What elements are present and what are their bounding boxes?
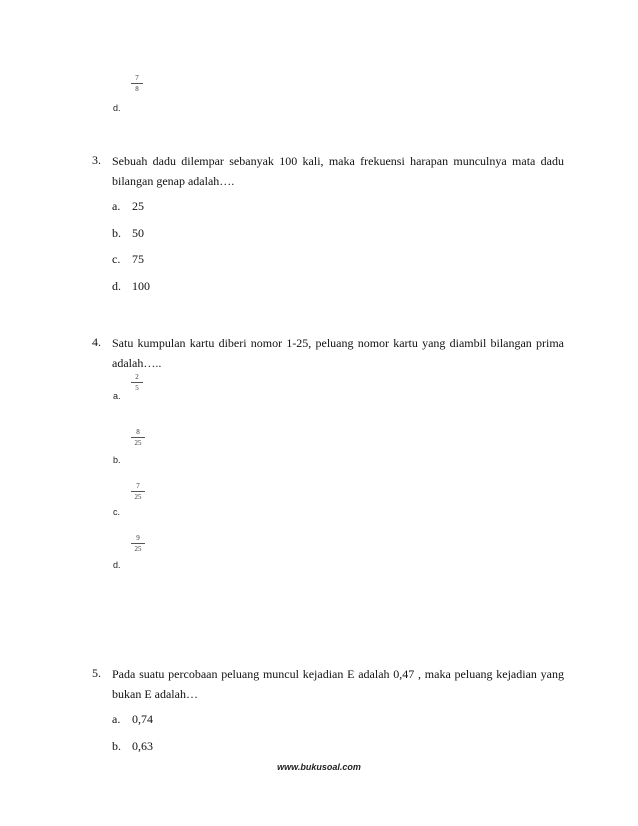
fraction-bar [131,382,143,383]
option-letter: d. [113,560,121,570]
fraction-bar [131,83,143,84]
option-letter: a. [112,199,121,213]
fraction-numerator: 9 [136,534,140,542]
option-value: 50 [132,226,144,240]
option-value: 25 [132,199,144,213]
fraction-numerator: 7 [135,74,139,82]
fraction-numerator: 8 [136,428,140,436]
question-text: Sebuah dadu dilempar sebanyak 100 kali, maka frekuensi harapan munculnya mata dadu bilangan genap adalah…. [112,154,564,188]
option-letter: c. [112,252,121,266]
option-value: 0,74 [132,712,153,726]
fraction-denominator: 25 [134,493,142,501]
option-value: 0,63 [132,739,153,753]
option-letter: a. [113,391,121,401]
fraction-option-b [131,428,145,447]
fraction-numerator: 2 [135,373,139,381]
fraction-bar [131,437,145,438]
option-letter: d. [113,103,121,113]
option-letter: b. [112,739,121,753]
fraction-bar [131,543,145,544]
question-number: 3. [92,153,101,167]
fraction-denominator: 5 [135,384,139,392]
fraction-option-a [131,373,143,392]
option-letter: b. [113,455,121,465]
option-value: 75 [132,252,144,266]
fraction-option-d [131,534,145,553]
fraction-option-c [131,482,145,501]
option-letter: b. [112,226,121,240]
question-number: 4. [92,335,101,349]
question-text: Pada suatu percobaan peluang muncul kejadian E adalah 0,47 , maka peluang kejadian yang bukan E adalah… [112,667,564,701]
fraction-denominator: 25 [134,545,142,553]
fraction-bar [131,491,145,492]
option-value: 100 [132,279,150,293]
fraction-denominator: 25 [134,439,142,447]
fraction-numerator: 7 [136,482,140,490]
fraction-7-8 [131,74,143,93]
question-text: Satu kumpulan kartu diberi nomor 1-25, peluang nomor kartu yang diambil bilangan prima adalah….. [112,336,564,370]
option-letter: d. [112,279,121,293]
question-number: 5. [92,666,101,680]
option-letter: c. [113,507,121,517]
fraction-denominator: 8 [135,85,139,93]
footer-website: www.bukusoal.com [277,762,361,772]
option-letter: a. [112,712,121,726]
